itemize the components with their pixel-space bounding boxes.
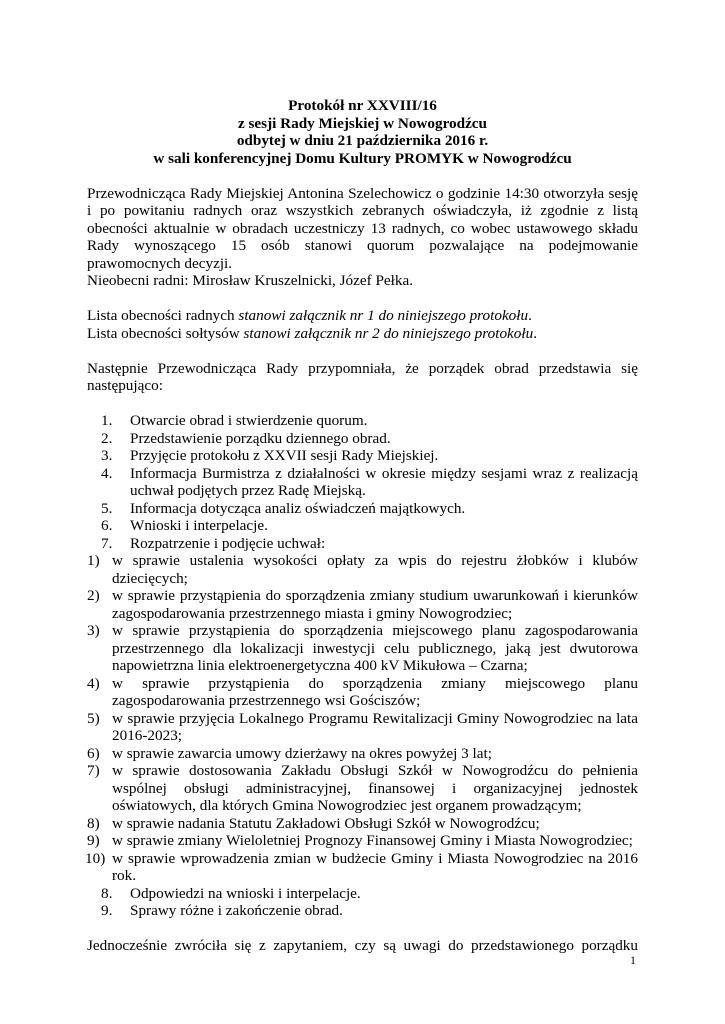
agenda-number: 9.: [101, 902, 113, 919]
agenda-number: 4.: [101, 464, 113, 482]
resolution-item: [87, 850, 638, 885]
resolution-number: 9): [87, 832, 100, 849]
attendance-prefix: Lista obecności sołtysów: [87, 324, 244, 342]
session-date: odbytej w dniu 21 października 2016 r.: [236, 132, 489, 149]
resolution-text: w sprawie dostosowania Zakładu Obsługi Szkół w Nowogrodźcu do pełnienia wspólnej obsługi administracyjnej, finansowej i organizacyjnej jednostek oświatowych, dla których Gmina Nowogrodziec jest organem prowadzącym;: [112, 762, 638, 814]
resolution-item: [87, 552, 638, 587]
agenda-item: [87, 430, 638, 448]
resolution-number: 3): [87, 622, 100, 639]
agenda-item: [87, 902, 638, 920]
resolution-item: [87, 815, 638, 833]
resolution-text: w sprawie przystąpienia do sporządzenia miejscowego planu zagospodarowania przestrzennego dla lokalizacji inwestycji celu publicznego, jaką jest dwutorowa napowietrzna linia elektroenergetyczna 400 kV Mikułowa – Czarna;: [112, 622, 638, 674]
agenda-number: 2.: [101, 429, 113, 447]
agenda-item: [87, 885, 638, 903]
agenda-item: [87, 465, 638, 500]
agenda-item: [87, 500, 638, 518]
agenda-text: Przyjęcie protokołu z XXVII sesji Rady Miejskiej.: [130, 447, 439, 464]
resolution-text: w sprawie ustalenia wysokości opłaty za wpis do rejestru żłobków i klubów dziecięcych;: [112, 552, 638, 587]
resolution-number: 10): [85, 849, 106, 867]
resolution-item: [87, 587, 638, 622]
agenda-item: [87, 517, 638, 535]
session-subtitle: z sesji Rady Miejskiej w Nowogrodźcu: [237, 114, 487, 132]
resolution-item: [87, 832, 638, 850]
attendance-note: stanowi załącznik nr 2 do niniejszego protokołu: [243, 324, 534, 342]
resolution-text: w sprawie przystąpienia do sporządzenia zmiany studium uwarunkowań i kierunków zagospodarowania przestrzennego miasta i gminy Nowogrodziec;: [112, 587, 638, 622]
agenda-text: Przedstawienie porządku dziennego obrad.: [130, 429, 391, 447]
resolution-number: 4): [87, 674, 100, 692]
closing-paragraph: Jednocześnie zwróciła się z zapytaniem, czy są uwagi do przedstawionego porządku: [87, 937, 638, 954]
agenda-number: 8.: [101, 884, 113, 902]
agenda-list: [87, 412, 638, 920]
opening-paragraph: Przewodnicząca Rady Miejskiej Antonina Szelechowicz o godzinie 14:30 otworzyła sesję i po powitaniu radnych oraz wszystkich zebranych oświadczyła, iż zgodnie z listą obecności aktualnie w obradach uczestniczy 13 radnych, co wobec ustawowego składu Rady wynoszącego 15 osób stanowi quorum pozwalające na podejmowanie prawomocnych decyzji.: [87, 184, 638, 272]
agenda-intro: Następnie Przewodnicząca Rady przypomniała, że porządek obrad przedstawia się następująco:: [87, 359, 638, 394]
absent-councillors: Nieobecni radni: Mirosław Kruszelnicki, Józef Pełka.: [87, 272, 414, 289]
resolution-text: w sprawie zawarcia umowy dzierżawy na okres powyżej 3 lat;: [112, 744, 492, 762]
resolution-item: [87, 675, 638, 710]
agenda-text: Informacja dotycząca analiz oświadczeń majątkowych.: [130, 499, 466, 517]
resolution-number: 2): [87, 587, 100, 604]
agenda-text: Wnioski i interpelacje.: [130, 517, 268, 534]
attendance-suffix: .: [528, 307, 532, 324]
resolution-number: 5): [87, 709, 100, 727]
resolution-number: 8): [87, 814, 100, 832]
attendance-councillors: [87, 307, 638, 325]
agenda-text: Rozpatrzenie i podjęcie uchwał:: [130, 534, 326, 552]
protocol-title: Protokół nr XXVIII/16: [288, 97, 437, 114]
agenda-number: 6.: [101, 517, 113, 534]
agenda-item: [87, 535, 638, 553]
document-page: [87, 97, 638, 955]
attendance-village-heads: [87, 325, 638, 343]
agenda-number: 5.: [101, 499, 113, 517]
agenda-number: 7.: [101, 534, 113, 552]
resolution-text: w sprawie nadania Statutu Zakładowi Obsługi Szkół w Nowogrodźcu;: [112, 814, 540, 832]
resolution-item: [87, 622, 638, 675]
agenda-item: [87, 447, 638, 465]
resolution-number: 6): [87, 744, 100, 762]
agenda-text: Odpowiedzi na wnioski i interpelacje.: [130, 884, 361, 902]
agenda-text: Sprawy różne i zakończenie obrad.: [130, 902, 343, 919]
resolution-item: [87, 762, 638, 815]
page-number: 1: [630, 953, 636, 967]
attendance-prefix: Lista obecności radnych: [87, 307, 239, 324]
resolution-text: w sprawie przystąpienia do sporządzenia zmiany miejscowego planu zagospodarowania przestrzennego wsi Gościszów;: [112, 674, 638, 709]
agenda-text: Informacja Burmistrza z działalności w okresie między sesjami wraz z realizacją uchwał podjętych przez Radę Miejską.: [130, 464, 638, 499]
resolution-text: w sprawie wprowadzenia zmian w budżecie Gminy i Miasta Nowogrodziec na 2016 rok.: [112, 849, 638, 884]
resolution-number: 1): [87, 552, 100, 569]
session-venue: w sali konferencyjnej Domu Kultury PROMYK w Nowogrodźcu: [153, 149, 572, 167]
attendance-suffix: .: [533, 324, 537, 342]
attendance-note: stanowi załącznik nr 1 do niniejszego protokołu: [238, 307, 529, 324]
resolution-item: [87, 745, 638, 763]
agenda-item: [87, 412, 638, 430]
agenda-text: Otwarcie obrad i stwierdzenie quorum.: [130, 412, 368, 429]
resolution-number: 7): [87, 762, 100, 779]
agenda-number: 3.: [101, 447, 113, 464]
resolution-text: w sprawie zmiany Wieloletniej Prognozy Finansowej Gminy i Miasta Nowogrodziec;: [112, 832, 633, 849]
resolution-text: w sprawie przyjęcia Lokalnego Programu Rewitalizacji Gminy Nowogrodziec na lata 2016-2023;: [112, 709, 638, 744]
agenda-number: 1.: [101, 412, 113, 429]
resolution-item: [87, 710, 638, 745]
